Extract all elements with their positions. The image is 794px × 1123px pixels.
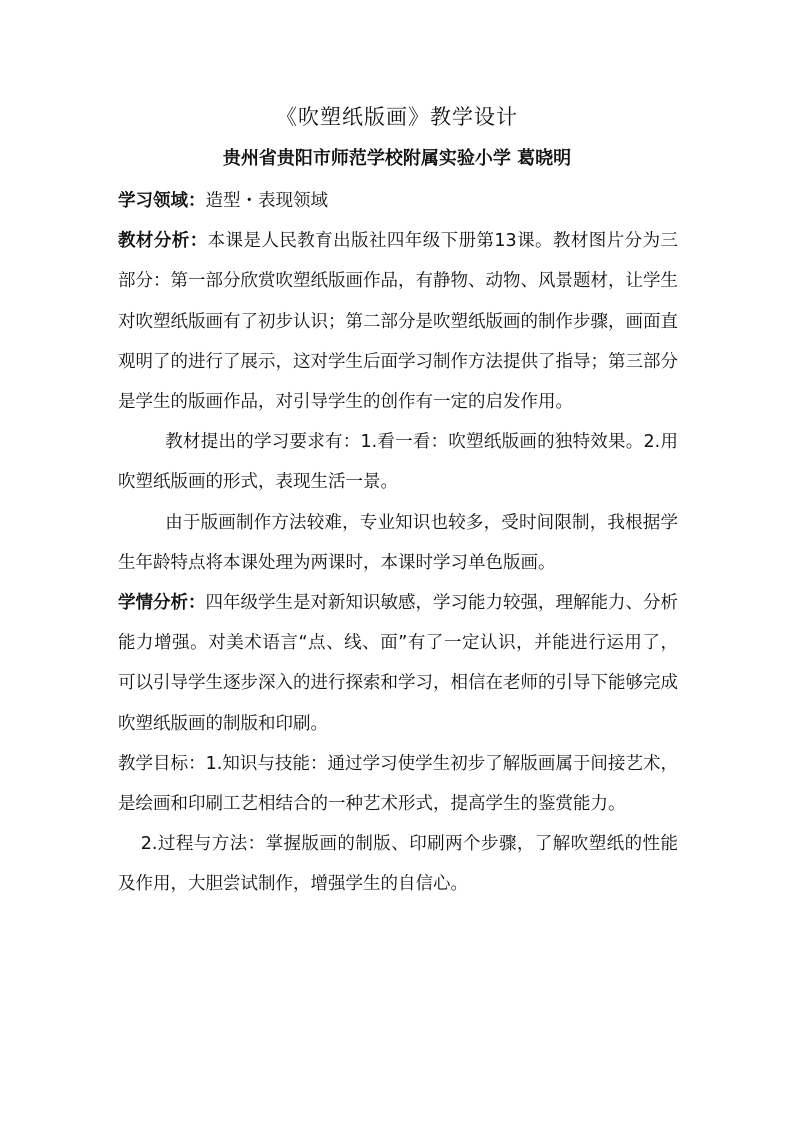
document-title: 《吹塑纸版画》教学设计 (276, 105, 518, 129)
material-analysis-text: 本课是人民教育出版社四年级下册第13课。教材图片分为三部分：第一部分欣赏吹塑纸版画作品，有静物、动物、风景题材，让学生对吹塑纸版画有了初步认识；第二部分是吹塑纸版画的制作步骤，画面直观明了的进行了展示，这对学生后面学习制作方法提供了指导；第三部分是学生的版画作品，对引导学生的创作有一定的启发作用。 (118, 231, 678, 413)
learner-analysis-label: 学情分析： (118, 593, 206, 614)
requirements-paragraph: 教材提出的学习要求有：1.看一看：吹塑纸版画的独特效果。2.用吹塑纸版画的形式，表现生活一景。 (118, 432, 678, 493)
learner-analysis-text: 四年级学生是对新知识敏感，学习能力较强，理解能力、分析能力增强。对美术语言“点、线、面”有了一定认识，并能进行运用了，可以引导学生逐步深入的进行探索和学习，相信在老师的引导下能够完成吹塑纸版画的制版和印刷。 (118, 593, 678, 734)
document-author: 贵州省贵阳市师范学校附属实验小学 葛晓明 (222, 148, 572, 169)
arrangement-paragraph: 由于版画制作方法较难，专业知识也较多，受时间限制，我根据学生年龄特点将本课处理为两课时，本课时学习单色版画。 (118, 512, 678, 573)
material-analysis-paragraph (118, 221, 678, 422)
material-analysis-label: 教材分析： (118, 231, 208, 252)
objectives-label: 教学目标： (118, 753, 206, 774)
field-text: 造型・表现领域 (205, 191, 328, 211)
objectives-item-1: 1.知识与技能：通过学习使学生初步了解版画属于间接艺术，是绘画和印刷工艺相结合的一种艺术形式，提高学生的鉴赏能力。 (118, 753, 679, 815)
objectives-paragraph (118, 744, 678, 824)
objectives-item-2: 2.过程与方法：掌握版画的制版、印刷两个步骤，了解吹塑纸的性能及作用，大胆尝试制作，增强学生的自信心。 (118, 834, 678, 895)
field-label: 学习领域： (118, 191, 206, 211)
learner-analysis-paragraph (118, 583, 678, 744)
field-paragraph (118, 181, 678, 221)
document-body (118, 181, 678, 905)
